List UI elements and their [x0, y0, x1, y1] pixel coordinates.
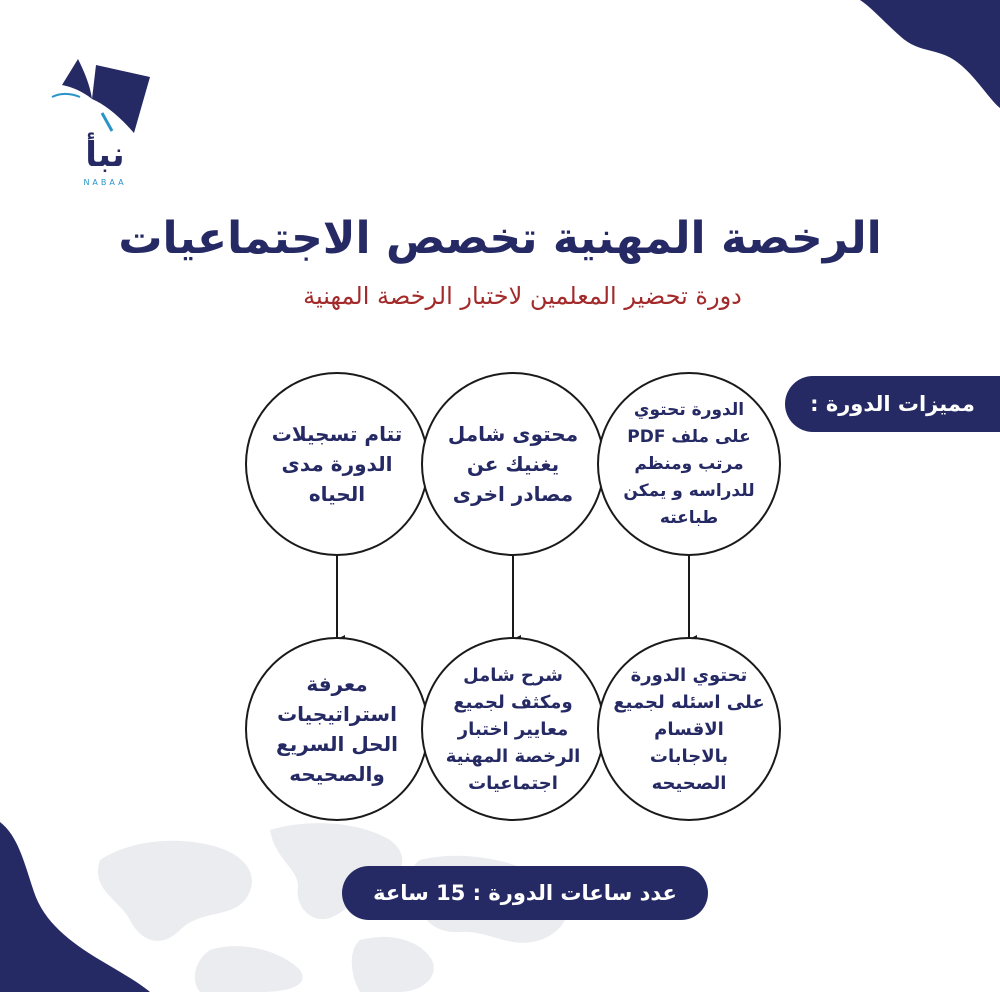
- feature-text-lifetime-access: تتام تسجيلات الدورة مدى الحياه: [271, 422, 403, 506]
- feature-text-comprehensive-content: محتوى شامل يغنيك عن مصادر اخرى: [447, 422, 579, 506]
- nabaa-logo: [50, 55, 160, 190]
- page-title: الرخصة المهنية تخصص الاجتماعيات: [118, 213, 882, 264]
- feature-circle-standards-explanation: [421, 637, 605, 821]
- corner-decoration-bottom-left: [0, 822, 150, 992]
- feature-circle-comprehensive-content: [421, 372, 605, 556]
- feature-circle-lifetime-access: [245, 372, 429, 556]
- logo-wordmark-arabic: نبأ: [85, 135, 125, 175]
- feature-circle-pdf-file: [597, 372, 781, 556]
- feature-text-pdf-file: الدورة تحتوي على ملف PDF مرتب ومنظم للدراسه و يمكن طباعته: [623, 399, 755, 528]
- feature-text-strategies: معرفة استراتيجيات الحل السريع والصحيحه: [276, 672, 398, 786]
- logo-wordmark-latin: NABAA: [83, 178, 127, 187]
- open-book-icon: [50, 55, 160, 145]
- course-hours-badge: عدد ساعات الدورة : 15 ساعة: [342, 866, 708, 920]
- feature-circle-strategies: [245, 637, 429, 821]
- page-subtitle: دورة تحضير المعلمين لاختبار الرخصة المهنية: [303, 282, 742, 310]
- feature-text-questions: تحتوي الدورة على اسئله لجميع الاقسام بالاجابات الصحيحه: [613, 664, 765, 794]
- feature-text-standards-explanation: شرح شامل ومكثف لجميع معايير اختبار الرخصة المهنية اجتماعيات: [445, 664, 581, 794]
- features-label-badge: مميزات الدورة :: [785, 376, 1000, 432]
- feature-circle-questions: [597, 637, 781, 821]
- corner-decoration-top-right: [840, 0, 1000, 110]
